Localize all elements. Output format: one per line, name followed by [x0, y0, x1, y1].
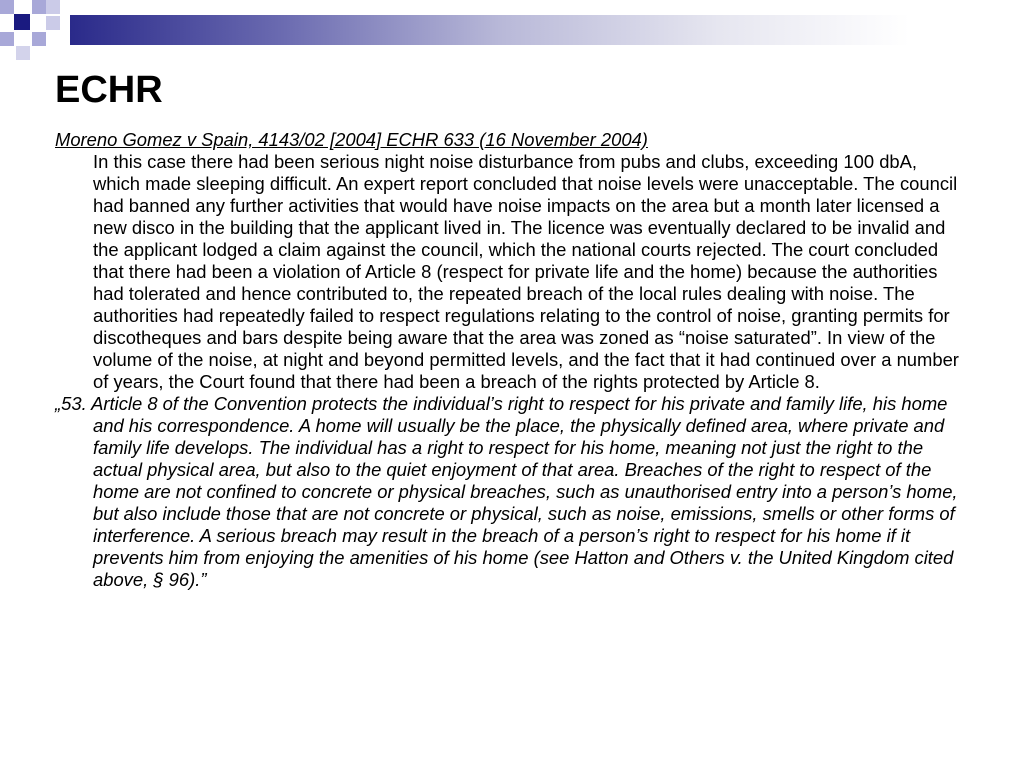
- decor-square: [32, 32, 46, 46]
- case-summary: In this case there had been serious night noise disturbance from pubs and clubs, exceeding 100 dbA, which made sleeping difficult. An expert report concluded that noise levels were unacceptable. The council had banned any further activities that would have noise impacts on the area but a month later licensed a new disco in the building that the applicant lived in. The licence was eventually declared to be invalid and the applicant lodged a claim against the council, which the national courts rejected. The court concluded that there had been a violation of Article 8 (respect for private life and the home) because the authorities had tolerated and hence contributed to, the repeated breach of the local rules dealing with noise. The authorities had repeatedly failed to respect regulations relating to the control of noise, granting permits for discotheques and bars despite being aware that the area was zoned as “noise saturated”. In view of the volume of the noise, at night and beyond permitted levels, and the fact that it had continued over a number of years, the Court found that there had been a breach of the rights protected by Article 8.: [93, 151, 959, 392]
- decor-square: [0, 0, 14, 14]
- header-gradient-bar: [70, 15, 1024, 45]
- decor-square: [0, 32, 14, 46]
- header-decoration: [0, 0, 1024, 60]
- slide-title: ECHR: [55, 69, 163, 111]
- judgment-quote: „53. Article 8 of the Convention protects the individual’s right to respect for his private and family life, his home and his correspondence. A home will usually be the place, the physically defined area, where private and family life develops. The individual has a right to respect for his home, meaning not just the right to the actual physical area, but also to the quiet enjoyment of that area. Breaches of the right to respect of the home are not confined to concrete or physical breaches, such as unauthorised entry into a person’s home, but also include those that are not concrete or physical, such as noise, emissions, smells or other forms of interference. A serious breach may result in the breach of a person’s right to respect for his home if it prevents him from enjoying the amenities of his home (see Hatton and Others v. the United Kingdom cited above, § 96).”: [55, 393, 958, 590]
- case-reference: Moreno Gomez v Spain, 4143/02 [2004] ECHR 633 (16 November 2004): [55, 129, 648, 150]
- decor-square: [14, 14, 30, 30]
- decor-square: [46, 0, 60, 14]
- slide-body: [55, 129, 960, 591]
- decor-square: [46, 16, 60, 30]
- decor-square: [32, 0, 46, 14]
- decor-square: [16, 46, 30, 60]
